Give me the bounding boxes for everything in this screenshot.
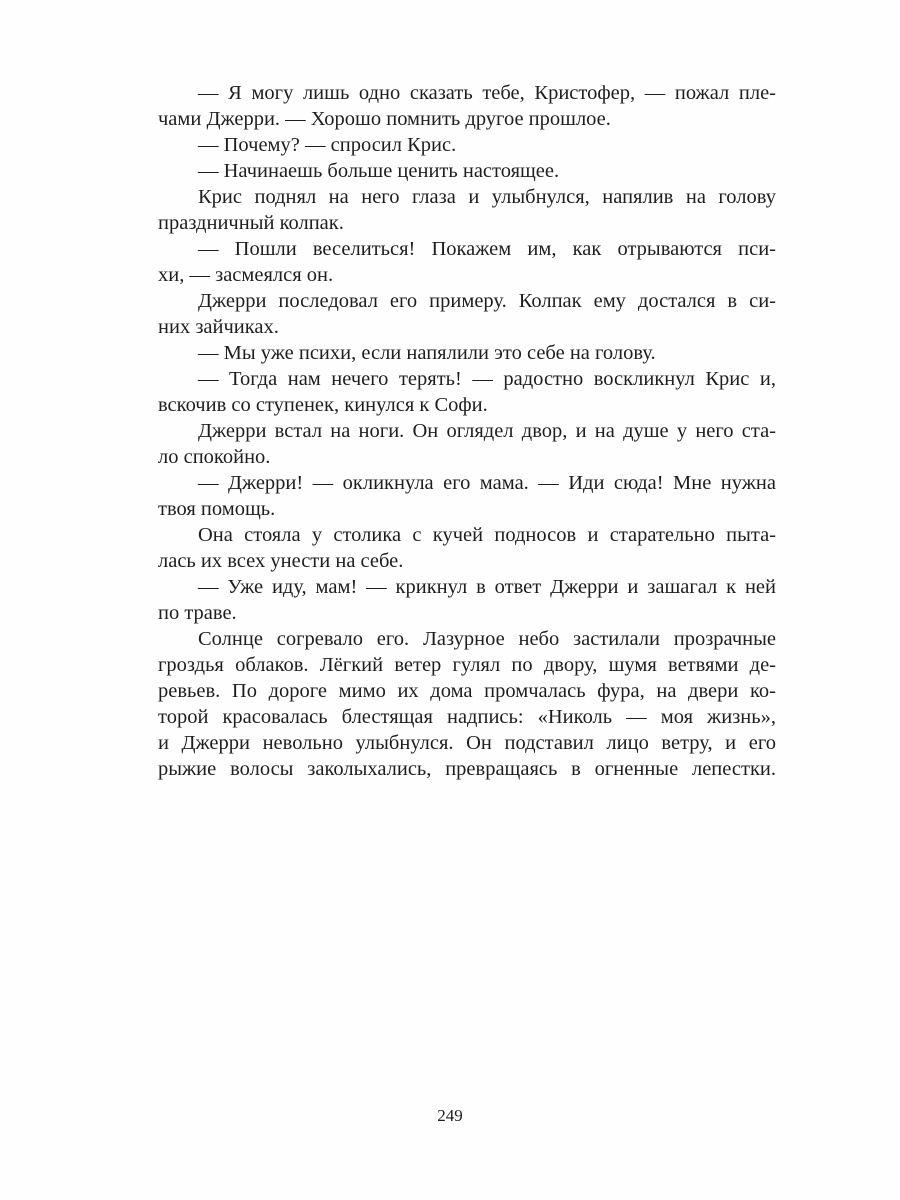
- text-line: лась их всех унести на себе.: [158, 550, 404, 572]
- text-line: Солнце согревало его. Лазурное небо застилали прозрачные: [198, 628, 776, 650]
- text-line: Крис поднял на него глаза и улыбнулся, напялив на голову: [198, 186, 776, 208]
- text-line: — Мы уже психи, если напялили это себе на голову.: [198, 342, 656, 364]
- text-line: праздничный колпак.: [158, 212, 344, 234]
- text-line: — Тогда нам нечего терять! — радостно воскликнул Крис и,: [198, 368, 776, 390]
- text-line: ревьев. По дороге мимо их дома промчалась фура, на двери ко-: [158, 680, 776, 702]
- text-line: ло спокойно.: [158, 446, 271, 468]
- text-line: вскочив со ступенек, кинулся к Софи.: [158, 394, 488, 416]
- text-line: Джерри последовал его примеру. Колпак ему достался в си-: [198, 290, 776, 312]
- text-line: — Я могу лишь одно сказать тебе, Кристофер, — пожал пле-: [198, 82, 776, 104]
- text-line: — Уже иду, мам! — крикнул в ответ Джерри и зашагал к ней: [198, 576, 776, 598]
- text-line: них зайчиках.: [158, 316, 279, 338]
- text-line: — Пошли веселиться! Покажем им, как отрываются пси-: [198, 238, 776, 260]
- text-line: — Джерри! — окликнула его мама. — Иди сюда! Мне нужна: [198, 472, 776, 494]
- text-line: торой красовалась блестящая надпись: «Николь — моя жизнь»,: [158, 706, 776, 728]
- text-line: твоя помощь.: [158, 498, 276, 520]
- text-line: — Начинаешь больше ценить настоящее.: [198, 160, 560, 182]
- page-number: 249: [437, 1106, 463, 1125]
- text-line: хи, — засмеялся он.: [158, 264, 334, 286]
- text-line: рыжие волосы заколыхались, превращаясь в огненные лепестки.: [158, 758, 776, 780]
- text-line: и Джерри невольно улыбнулся. Он подставил лицо ветру, и его: [158, 732, 776, 754]
- text-line: Она стояла у столика с кучей подносов и старательно пыта-: [198, 524, 776, 546]
- text-line: гроздья облаков. Лёгкий ветер гулял по двору, шумя ветвями де-: [158, 654, 776, 676]
- text-line: Джерри встал на ноги. Он оглядел двор, и на душе у него ста-: [198, 420, 776, 442]
- text-line: по траве.: [158, 602, 237, 624]
- text-line: чами Джерри. — Хорошо помнить другое прошлое.: [158, 108, 611, 130]
- text-line: — Почему? — спросил Крис.: [198, 134, 457, 156]
